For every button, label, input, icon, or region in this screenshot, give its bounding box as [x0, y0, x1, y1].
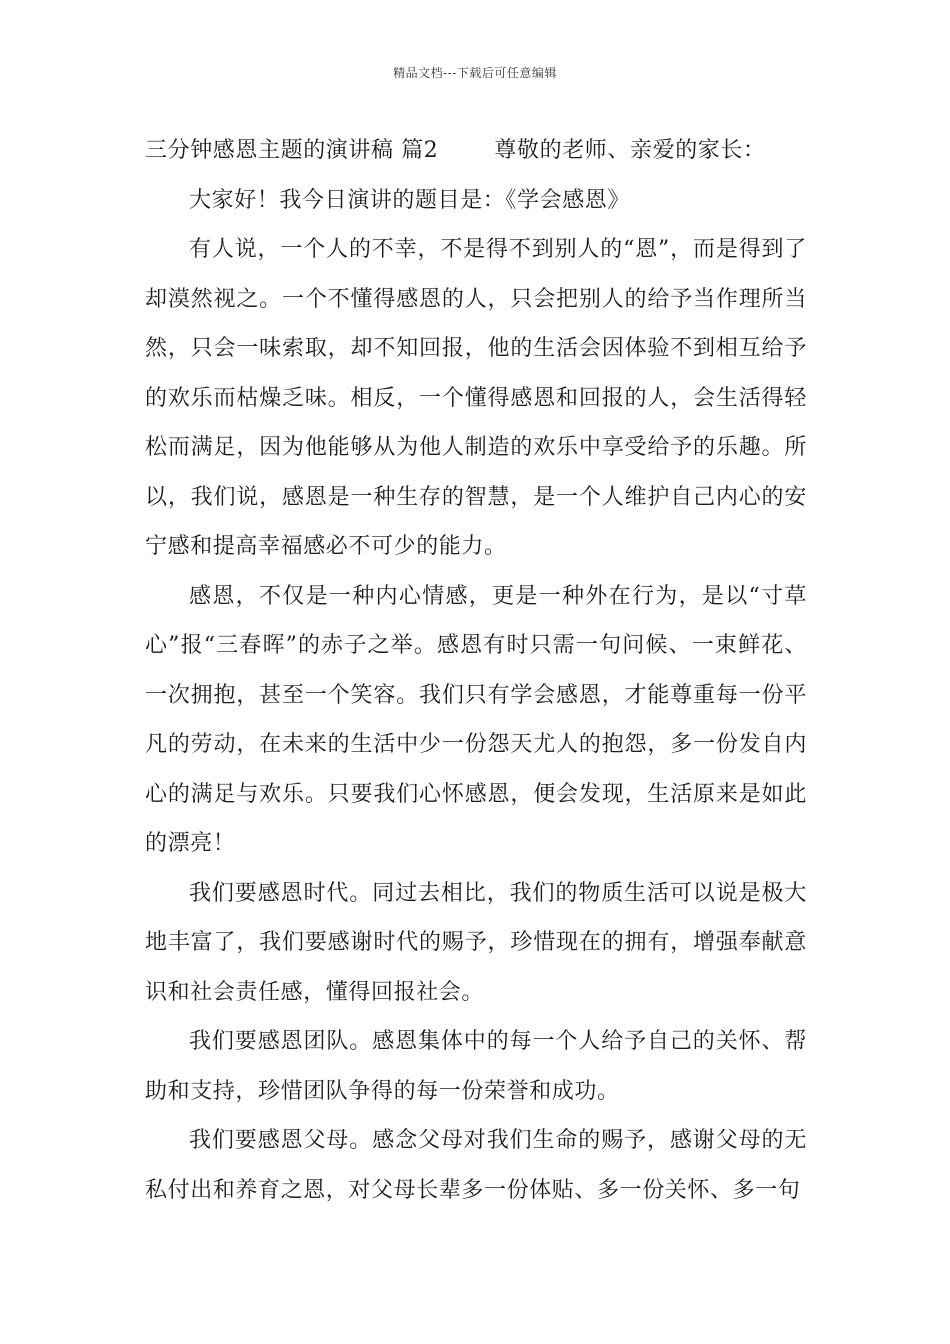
speech-title: 三分钟感恩主题的演讲稿 篇2 [145, 138, 439, 163]
salutation: 尊敬的老师、亲爱的家长： [494, 138, 766, 163]
paragraph-thank-era: 我们要感恩时代。同过去相比，我们的物质生活可以说是极大地丰富了，我们要感谢时代的赐予，珍惜现在的拥有，增强奉献意识和社会责任感，懂得回报社会。 [145, 880, 807, 1005]
paragraph-gratitude-action: 感恩，不仅是一种内心情感，更是一种外在行为，是以“寸草心”报“三春晖”的赤子之举。感恩有时只需一句问候、一束鲜花、一次拥抱，甚至一个笑容。我们只有学会感恩，才能尊重每一份平凡的劳动，在未来的生活中少一份怨天尤人的抱怨，多一份发自内心的满足与欢乐。只要我们心怀感恩，便会发现，生活原来是如此的漂亮！ [145, 583, 807, 856]
paragraph-opening: 大家好！我今日演讲的题目是：《学会感恩》 [189, 187, 631, 213]
title-line [145, 126, 807, 176]
paragraph-thank-team: 我们要感恩团队。感恩集体中的每一个人给予自己的关怀、帮助和支持，珍惜团队争得的每一份荣誉和成功。 [145, 1029, 807, 1104]
page-header: 精品文档---下载后可任意编辑 [393, 66, 557, 80]
paragraph-misfortune: 有人说，一个人的不幸，不是得不到别人的“恩”，而是得到了却漠然视之。一个不懂得感恩的人，只会把别人的给予当作理所当然，只会一味索取，却不知回报，他的生活会因体验不到相互给予的欢乐而枯燥乏味。相反，一个懂得感恩和回报的人，会生活得轻松而满足，因为他能够从为他人制造的欢乐中享受给予的乐趣。所以，我们说，感恩是一种生存的智慧，是一个人维护自己内心的安宁感和提高幸福感必不可少的能力。 [145, 237, 807, 559]
paragraph-thank-parents: 我们要感恩父母。感念父母对我们生命的赐予，感谢父母的无私付出和养育之恩，对父母长辈多一份体贴、多一份关怀、多一句 [145, 1128, 807, 1203]
document-body [145, 126, 807, 1215]
